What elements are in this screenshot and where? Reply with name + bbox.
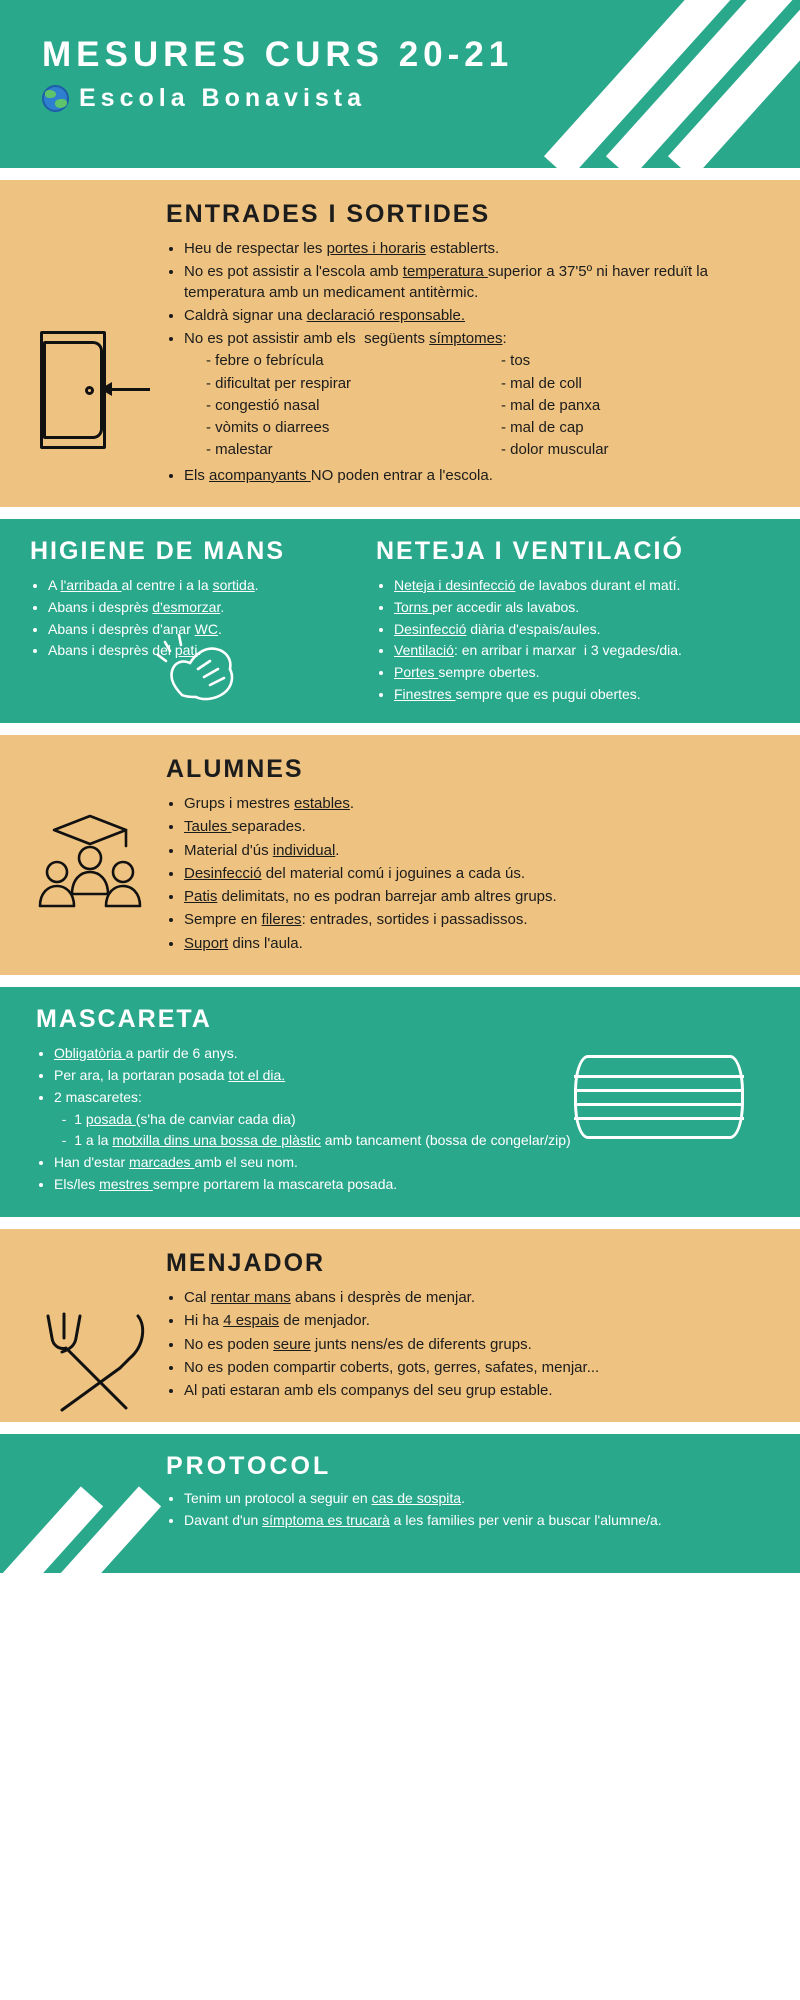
school-name: Escola Bonavista (79, 84, 367, 112)
entrades-title: ENTRADES I SORTIDES (166, 200, 491, 228)
graduates-group-icon (30, 810, 150, 916)
list-item: Patis delimitats, no es podran barrejar amb altres grups. (166, 887, 774, 907)
symptom-item: - dificultat per respirar (206, 374, 352, 392)
symptom-item: - mal de coll (501, 374, 582, 392)
list-item: Al pati estaran amb els companys del seu grup estable. (166, 1381, 774, 1401)
list-item: Portes sempre obertes. (376, 663, 774, 682)
symptom-item: - malestar (206, 441, 273, 459)
menjador-icon-col (0, 1288, 166, 1404)
divider-2 (0, 507, 800, 519)
list-subitem: - 1 posada (s'ha de canviar cada dia) (54, 1110, 296, 1127)
list-item: Neteja i desinfecció de lavabos durant el matí. (376, 576, 774, 595)
mascareta-title: MASCARETA (36, 1004, 212, 1033)
list-item: Caldrà signar una declaració responsable. (166, 306, 774, 326)
list-item: Heu de respectar les portes i horaris establerts. (166, 239, 774, 259)
higiene-column (0, 537, 376, 707)
fork-knife-icon (34, 1308, 152, 1418)
list-subitem: - 1 a la motxilla dins una bossa de plàstic amb tancament (bossa de congelar/zip) (54, 1132, 571, 1149)
section-protocol (0, 1434, 800, 1573)
list-item: Obligatòria a partir de 6 anys. (36, 1044, 774, 1063)
list-item: 2 mascaretes: (36, 1088, 774, 1107)
protocol-title: PROTOCOL (166, 1452, 332, 1481)
list-item: Tenim un protocol a seguir en cas de sospita. (166, 1489, 740, 1508)
list-item: Davant d'un símptoma es trucarà a les families per venir a buscar l'alumne/a. (166, 1511, 740, 1530)
globe-icon (42, 85, 69, 112)
symptom-item: - vòmits o diarrees (206, 419, 330, 436)
header-banner (0, 0, 800, 168)
symptoms-columns (184, 351, 774, 462)
alumnes-title: ALUMNES (166, 755, 304, 784)
list-item: Desinfecció del material comú i joguines a cada ús. (166, 864, 774, 884)
list-item: Sempre en fileres: entrades, sortides i passadissos. (166, 910, 774, 930)
section-mascareta (0, 987, 800, 1217)
symptom-item: - congestió nasal (206, 396, 320, 414)
face-mask-icon (574, 1055, 744, 1139)
divider-1 (0, 168, 800, 180)
list-item: Torns per accedir als lavabos. (376, 598, 774, 617)
list-item: Han d'estar marcades amb el seu nom. (36, 1153, 774, 1172)
symptom-item: - febre o febrícula (206, 352, 324, 370)
list-item: Per ara, la portaran posada tot el dia. (36, 1066, 774, 1085)
list-item: No es poden seure junts nens/es de diferents grups. (166, 1335, 774, 1355)
list-item: Desinfecció diària d'espais/aules. (376, 620, 774, 639)
alumnes-content (166, 794, 800, 957)
symptom-item: - mal de cap (501, 419, 584, 436)
protocol-content (166, 1489, 800, 1530)
higiene-title: HIGIENE DE MANS (30, 536, 286, 565)
divider-6 (0, 1422, 800, 1434)
divider-3 (0, 723, 800, 735)
menjador-content (166, 1288, 800, 1404)
symptom-item: - dolor muscular (501, 441, 609, 459)
washing-hands-icon (148, 625, 258, 711)
alumnes-icon-col (0, 794, 166, 957)
entrades-icon-col (0, 239, 166, 489)
section-alumnes (0, 735, 800, 975)
list-item: Els acompanyants NO poden entrar a l'escola. (166, 466, 774, 486)
menjador-title: MENJADOR (166, 1249, 326, 1278)
symptom-item: - mal de panxa (501, 396, 601, 414)
list-item: Ventilació: en arribar i marxar i 3 vegades/dia. (376, 641, 774, 660)
list-item: Abans i desprès d'anar WC. (30, 620, 364, 639)
list-item: Finestres sempre que es pugui obertes. (376, 685, 774, 704)
list-item: Taules separades. (166, 817, 774, 837)
list-item: Material d'ús individual. (166, 841, 774, 861)
section-menjador (0, 1229, 800, 1422)
door-exit-icon (40, 331, 150, 451)
neteja-column (376, 537, 800, 707)
list-item: Abans i desprès del pati. (30, 641, 364, 660)
section-higiene-neteja (0, 519, 800, 723)
list-item: No es poden compartir coberts, gots, gerres, safates, menjar... (166, 1358, 774, 1378)
list-item: No es pot assistir amb els següents símptomes: - febre o febrícula - dificultat per respirar - congestió nasal - vòmits o diarrees - malestar - tos - mal de coll - mal de panxa - mal de cap - dolor muscular (166, 329, 774, 463)
list-item: No es pot assistir a l'escola amb temperatura superior a 37'5º ni haver reduït la temperatura amb un medicament antitèrmic. (166, 262, 774, 303)
list-item: Grups i mestres estables. (166, 794, 774, 814)
page-title: MESURES CURS 20-21 (42, 35, 514, 74)
section-entrades-i-sortides (0, 180, 800, 507)
divider-4 (0, 975, 800, 987)
list-item: Hi ha 4 espais de menjador. (166, 1311, 774, 1331)
symptom-item: - tos (501, 352, 531, 370)
list-item: Els/les mestres sempre portarem la mascareta posada. (36, 1175, 774, 1194)
symptoms-left (184, 351, 479, 462)
neteja-title: NETEJA I VENTILACIÓ (376, 536, 684, 565)
list-item: A l'arribada al centre i a la sortida. (30, 576, 364, 595)
divider-5 (0, 1217, 800, 1229)
list-item: Abans i desprès d'esmorzar. (30, 598, 364, 617)
entrades-content (166, 239, 800, 489)
list-item: Cal rentar mans abans i desprès de menjar. (166, 1288, 774, 1308)
list-item: Suport dins l'aula. (166, 934, 774, 954)
neteja-content (376, 576, 774, 704)
symptoms-right (479, 351, 774, 462)
